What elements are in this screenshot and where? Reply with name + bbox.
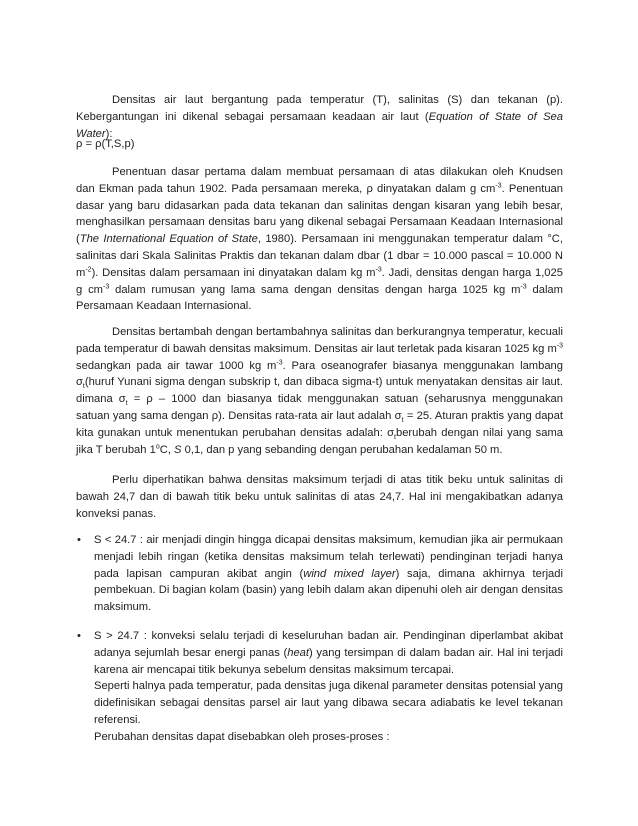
potential-density-text: Seperti halnya pada temperatur, pada densitas juga dikenal parameter densitas potensial yang didefinisikan sebagai densitas parsel air laut yang dibawa secara adiabatis ke level tekanan referensi. (94, 680, 563, 726)
paragraph-max-density (76, 472, 563, 522)
density-change-text: Perubahan densitas dapat disebabkan oleh proses-proses : (94, 730, 390, 743)
max-density-text: Perlu diperhatikan bahwa densitas maksimum terjadi di atas titik beku untuk salinitas di bawah 24,7 dan di bawah titik beku untuk salinitas di atas 24,7. Hal ini mengakibatkan adanya konveksi panas. (76, 474, 563, 520)
list-item: • S > 24.7 : konveksi selalu terjadi di keseluruhan badan air. Pendinginan diperlambat akibat adanya sejumlah besar energi panas (heat) yang tersimpan di dalam badan air. Hal ini terjadi karena air mencapai titik bekunya sebelum densitas maksimum tercapai. Seperti halnya pada temperatur, pada densitas juga dikenal parameter densitas potensial yang didefinisikan sebagai densitas parsel air laut yang dibawa secara adiabatis ke level tekanan referensi. Perubahan densitas dapat disebabkan oleh proses-proses : (76, 628, 563, 746)
bullet-icon: • (77, 630, 81, 642)
list-item: • S < 24.7 : air menjadi dingin hingga dicapai densitas maksimum, kemudian jika air permukaan menjadi lebih ringan (ketika densitas maksimum telah terlewati) pendinginan terjadi hanya pada lapisan campuran akibat angin (wind mixed layer) saja, dimana akhirnya terjadi pembekuan. Di bagian kolam (basin) yang lebih dalam akan dipenuhi oleh air dengan densitas maksimum. (77, 534, 563, 614)
paragraph-intro (76, 92, 563, 142)
intro-text-end: ): (105, 127, 113, 140)
equation-name-emphasis: The International Equation of State (79, 233, 258, 246)
density-formula: ρ = ρ(T,S,p) (76, 138, 135, 150)
bullet-icon: • (77, 534, 81, 546)
paragraph-knudsen: Penentuan dasar pertama dalam membuat persamaan di atas dilakukan oleh Knudsen dan Ekman pada tahun 1902. Pada persamaan mereka, ρ dinyatakan dalam g $cm^{-3}$. Penentuan dasar yang baru didasarkan pada data tekanan dan salinitas dengan kisaran yang lebih besar, menghasilkan persamaan densitas baru yang dikenal sebagai Persamaan Keadaan Internasional (The International Equation of State, 1980). Persamaan ini menggunakan temperatur dalam °C, salinitas dari Skala Salinitas Praktis dan tekanan dalam dbar (1 dbar = 10.000 pascal = 10.000 N $m^{-2}$). Densitas dalam persamaan ini dinyatakan dalam kg $m^{-3}$. Jadi, densitas dengan harga 1,025 g $cm^{-3}$ dalam rumusan yang lama sama dengan densitas dengan harga 1025 kg $m^{-3}$ dalam Persamaan Keadaan Internasional. (76, 166, 563, 313)
intro-emphasis: Equation of State of Sea Water (76, 110, 564, 140)
intro-text: Densitas air laut bergantung pada temperatur (T), salinitas (S) dan tekanan (p). Kebergantungan ini dikenal sebagai persamaan keadaan air laut ( (76, 94, 563, 123)
paragraph-sigma-t: Densitas bertambah dengan bertambahnya salinitas dan berkurangnya temperatur, kecuali pada temperatur di bawah densitas maksimum. Densitas air laut terletak pada kisaran 1025 kg $m^{-3}$ sedangkan pada air tawar 1000 kg $m^{-3}$. Para oseanografer biasanya menggunakan lambang $\sigma_t(huruf$ Yunani sigma dengan subskrip t, dan dibaca sigma-t) untuk menyatakan densitas air laut. dimana $\sigma_t = \rho - 1000$ dan biasanya tidak menggunakan satuan (seharusnya menggunakan satuan yang sama dengan ρ). Densitas rata-rata air laut adalah $\sigma_t = 25$. Aturan praktis yang dapat kita gunakan untuk menentukan perubahan densitas adalah: $\sigma_tberubah$ dengan nilai yang sama jika T berubah 1$^o$C, S 0,1, dan p yang sebanding dengan perubahan kedalaman 50 m. (76, 326, 563, 456)
formula-line (76, 136, 563, 153)
